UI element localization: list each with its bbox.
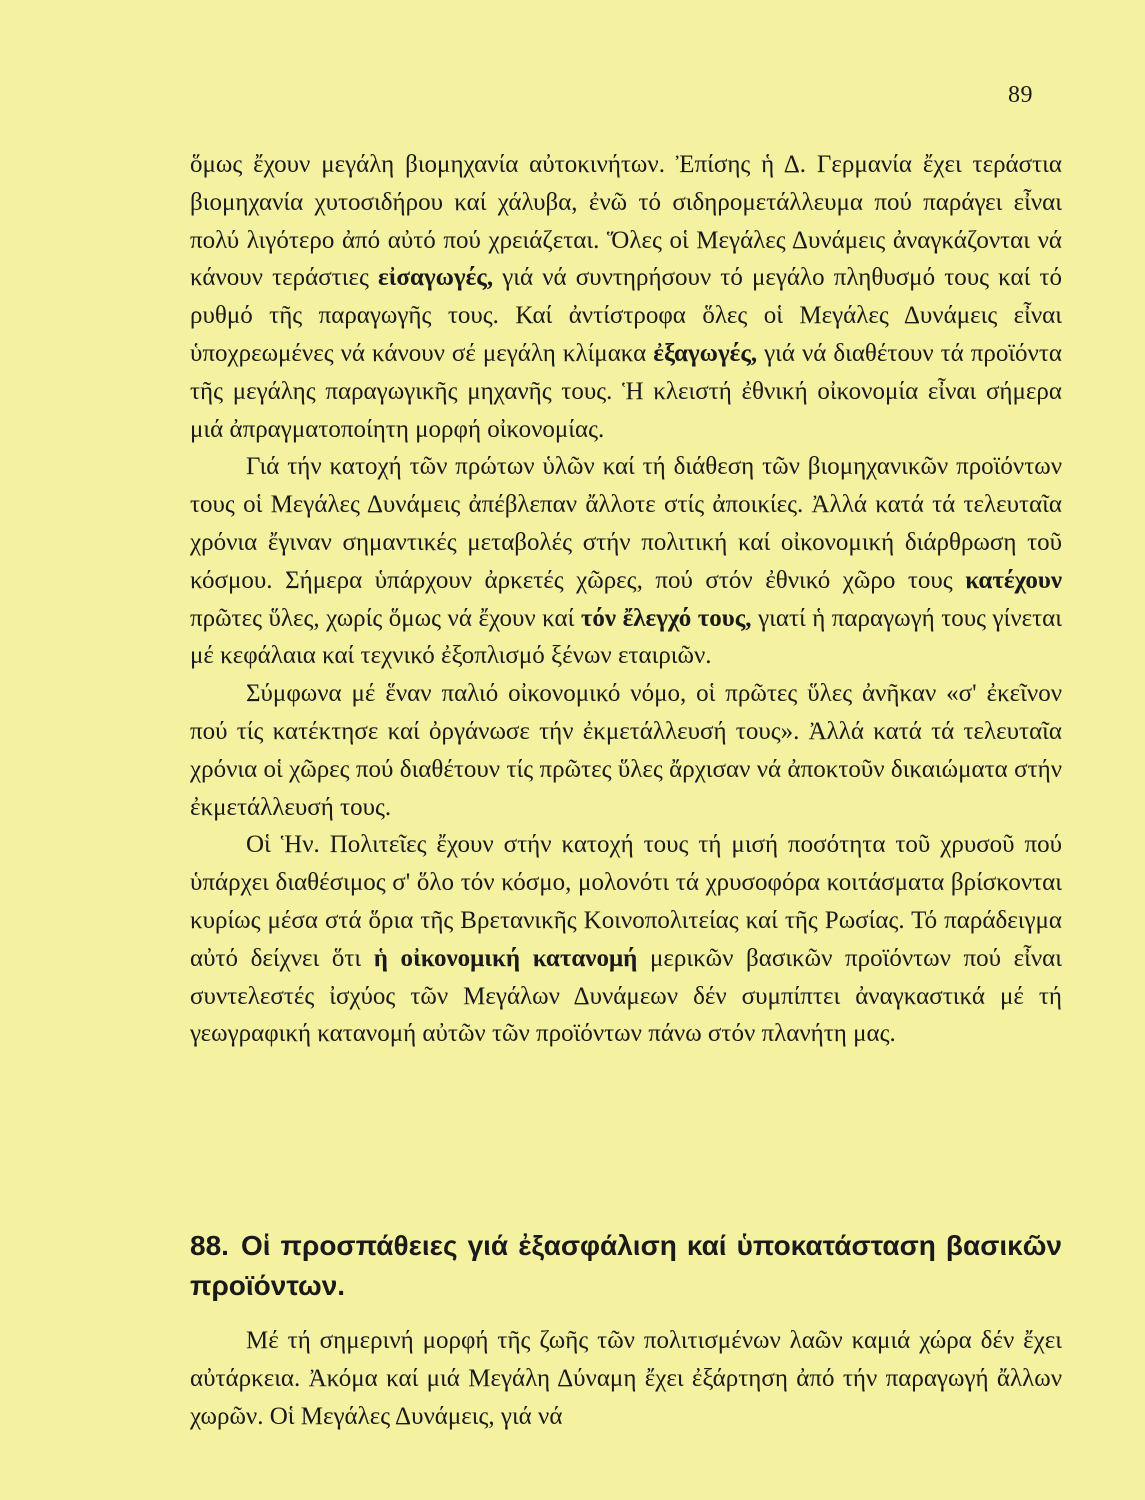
paragraph-1	[190, 146, 1062, 448]
section-number: 88.	[190, 1230, 229, 1261]
body-text	[190, 146, 1062, 1053]
text-span: γιά νά διαθέτουν τά προϊόντα τῆς μεγάλης παραγωγικῆς μηχανῆς τους. Ἡ κλειστή ἐθνική οἰκονομία εἶναι σήμερα μιά ἀπραγματοποίητη μορφή οἰκονομίας.	[190, 339, 1062, 443]
paragraph-2	[190, 448, 1062, 675]
bold-term-exports: ἐξαγωγές,	[653, 339, 758, 367]
section-paragraph-1	[190, 1322, 1062, 1435]
section-body-text	[190, 1322, 1062, 1435]
section-title: Οἱ προσπάθειες γιά ἐξασφάλιση καί ὑποκατάσταση βασικῶν προϊόντων.	[190, 1230, 1062, 1301]
text-span: γιατί ἡ παραγωγή τους γίνεται μέ κεφάλαια καί τεχνικό ἐξοπλισμό ξένων εταιριῶν.	[190, 604, 1063, 670]
text-span: πρῶτες ὕλες, χωρίς ὅμως νά ἔχουν καί	[190, 604, 581, 632]
section-heading	[190, 1226, 1062, 1306]
bold-term-possess: κατέχουν	[965, 566, 1062, 594]
text-span: Γιά τήν κατοχή τῶν πρώτων ὑλῶν καί τή διάθεση τῶν βιομηχανικῶν προϊόντων τους οἱ Μεγάλες Δυνάμεις ἀπέβλεπαν ἄλλοτε στίς ἀποικίες. Ἀλλά κατά τά τελευταῖα χρόνια ἔγιναν σημαντικές μεταβολές στήν πολιτική καί οἰκονομική διάρθρωση τοῦ κόσμου. Σήμερα ὑπάρχουν ἀρκετές χῶρες, πού στόν ἐθνικό χῶρο τους	[190, 453, 1062, 594]
paragraph-4	[190, 826, 1062, 1053]
paragraph-3	[190, 675, 1062, 826]
text-span: μερικῶν βασικῶν προϊόντων πού εἶναι συντελεστές ἰσχύος τῶν Μεγάλων Δυνάμεων δέν συμπίπτει ἀναγκαστικά μέ τή γεωγραφική κατανομή αὐτῶν τῶν προϊόντων πάνω στόν πλανήτη μας.	[190, 944, 1062, 1048]
text-span: Μέ τή σημερινή μορφή τῆς ζωῆς τῶν πολιτισμένων λαῶν καμιά χώρα δέν ἔχει αὐτάρκεια. Ἀκόμα καί μιά Μεγάλη Δύναμη ἔχει ἐξάρτηση ἀπό τήν παραγωγή ἄλλων χωρῶν. Οἱ Μεγάλες Δυνάμεις, γιά νά	[190, 1327, 1062, 1430]
bold-term-control: τόν ἔλεγχό τους,	[580, 604, 752, 632]
bold-term-economic-distribution: ἡ οἰκονομική κατανομή	[373, 944, 638, 972]
text-span: ὅμως ἔχουν μεγάλη βιομηχανία αὐτοκινήτων. Ἐπίσης ἡ Δ. Γερμανία ἔχει τεράστια βιομηχανία χυτοσιδήρου καί χάλυβα, ἐνῶ τό σιδηρομετάλλευμα πού παράγει εἶναι πολύ λιγότερο ἀπό αὐτό πού χρειάζεται. Ὅλες οἱ Μεγάλες Δυνάμεις ἀναγκάζονται νά κάνουν τεράστιες	[190, 151, 1062, 292]
bold-term-imports: εἰσαγωγές,	[377, 264, 494, 292]
text-span: γιά νά συντηρήσουν τό μεγάλο πληθυσμό τους καί τό ρυθμό τῆς παραγωγῆς τους. Καί ἀντίστροφα ὅλες οἱ Μεγάλες Δυνάμεις εἶναι ὑποχρεωμένες νά κάνουν σέ μεγάλη κλίμακα	[190, 264, 1062, 367]
text-span: Οἱ Ἡν. Πολιτεῖες ἔχουν στήν κατοχή τους τή μισή ποσότητα τοῦ χρυσοῦ πού ὑπάρχει διαθέσιμος σ' ὅλο τόν κόσμο, μολονότι τά χρυσοφόρα κοιτάσματα βρίσκονται κυρίως μέσα στά ὅρια τῆς Βρετανικῆς Κοινοπολιτείας καί τῆς Ρωσίας. Τό παράδειγμα αὐτό δείχνει ὅτι	[190, 831, 1062, 972]
text-span: Σύμφωνα μέ ἕναν παλιό οἰκονομικό νόμο, οἱ πρῶτες ὕλες ἀνῆκαν «σ' ἐκεῖνον πού τίς κατέκτησε καί ὀργάνωσε τήν ἐκμετάλλευσή τους». Ἀλλά κατά τά τελευταῖα χρόνια οἱ χῶρες πού διαθέτουν τίς πρῶτες ὕλες ἄρχισαν νά ἀποκτοῦν δικαιώματα στήν ἐκμετάλλευσή τους.	[190, 680, 1062, 821]
page-number: 89	[1008, 82, 1033, 108]
